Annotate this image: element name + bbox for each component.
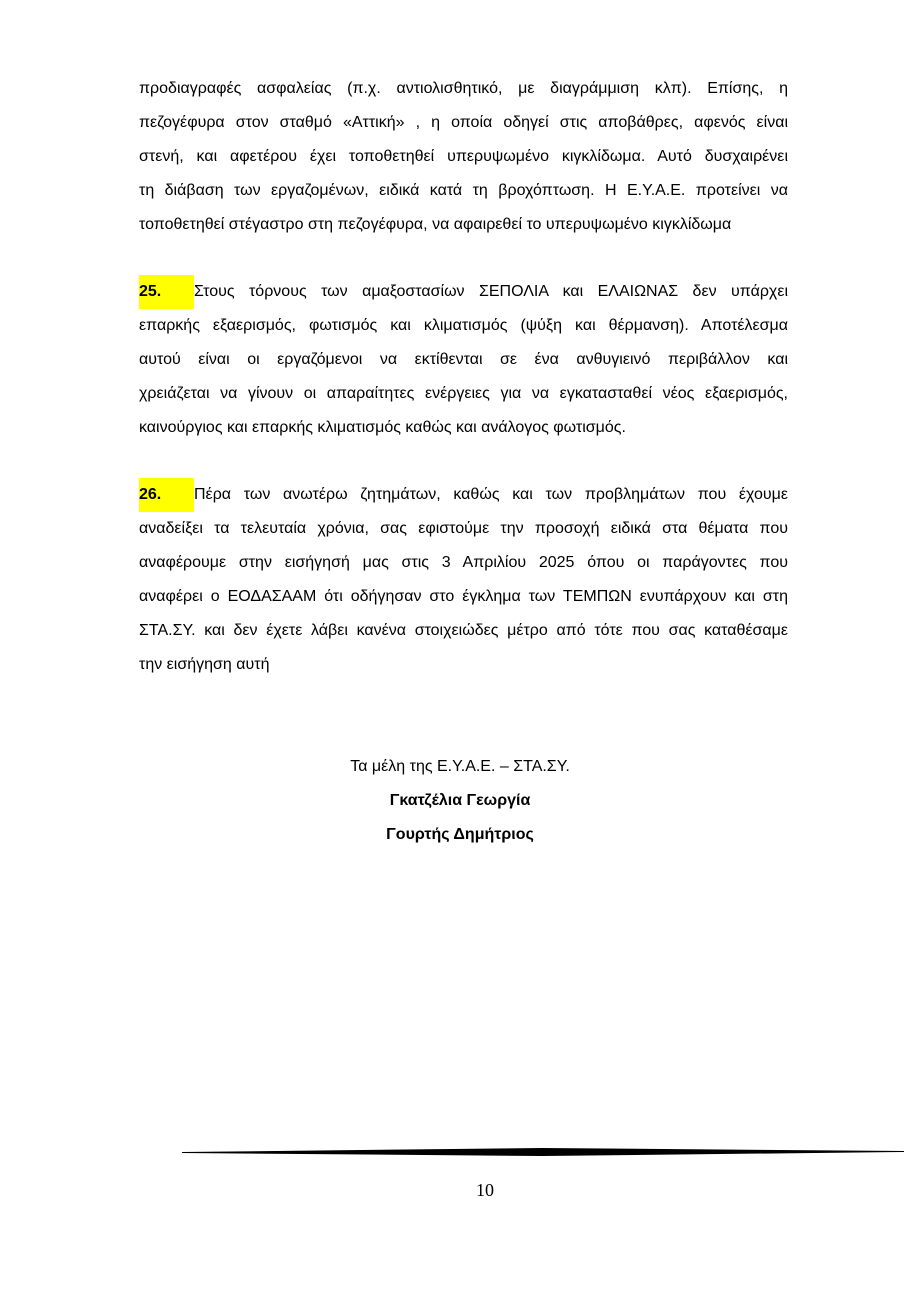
paragraph-first-line bbox=[139, 275, 788, 309]
paragraph-line: τοποθετηθεί στέγαστρο στη πεζογέφυρα, να αφαιρεθεί το υπερυψωμένο κιγκλίδωμα bbox=[139, 216, 732, 233]
footer-divider bbox=[182, 1146, 904, 1158]
item-number: 25. bbox=[139, 275, 194, 309]
paragraph-line: πεζογέφυρα στον σταθμό «Αττική» , η οποία οδηγεί στις αποβάθρες, αφενός είναι bbox=[139, 114, 788, 131]
paragraph-line-text: Στους τόρνους των αμαξοστασίων ΣΕΠΟΛΙΑ και ΕΛΑΙΩΝΑΣ δεν υπάρχει bbox=[194, 283, 788, 300]
paragraph-first-line bbox=[139, 478, 788, 512]
paragraph-line: την εισήγηση αυτή bbox=[139, 656, 270, 673]
paragraph-continuation bbox=[139, 72, 788, 242]
item-number: 26. bbox=[139, 478, 194, 512]
paragraph-line: καινούργιος και επαρκής κλιματισμός καθώς και ανάλογος φωτισμός. bbox=[139, 419, 626, 436]
paragraph-item-25 bbox=[139, 275, 788, 445]
paragraph-line: ΣΤΑ.ΣΥ. και δεν έχετε λάβει κανένα στοιχειώδες μέτρο από τότε που σας καταθέσαμε bbox=[139, 622, 788, 639]
paragraph-line: προδιαγραφές ασφαλείας (π.χ. αντιολισθητικό, με διαγράμμιση κλπ). Επίσης, η bbox=[139, 80, 788, 97]
paragraph-line: χρειάζεται να γίνουν οι απαραίτητες ενέργειες για να εγκατασταθεί νέος εξαερισμός, bbox=[139, 385, 788, 402]
paragraph-item-26 bbox=[139, 478, 788, 682]
paragraph-line: αναφέρει ο ΕΟΔΑΣΑΑΜ ότι οδήγησαν στο έγκλημα των ΤΕΜΠΩΝ ενυπάρχουν και στη bbox=[139, 588, 788, 605]
signature-name-1: Γκατζέλια Γεωργία bbox=[389, 792, 531, 809]
paragraph-line: τη διάβαση των εργαζομένων, ειδικά κατά τη βροχόπτωση. Η Ε.Υ.Α.Ε. προτείνει να bbox=[139, 182, 788, 199]
signature-name-2: Γουρτής Δημήτριος bbox=[386, 826, 534, 843]
signature-members-line: Τα μέλη της Ε.Υ.Α.Ε. – ΣΤΑ.ΣΥ. bbox=[350, 758, 570, 775]
paragraph-line-text: Πέρα των ανωτέρω ζητημάτων, καθώς και των προβλημάτων που έχουμε bbox=[194, 486, 788, 503]
paragraph-line: αυτού είναι οι εργαζόμενοι να εκτίθενται σε ένα ανθυγιεινό περιβάλλον και bbox=[139, 351, 788, 368]
paragraph-line: αναδείξει τα τελευταία χρόνια, σας εφιστούμε την προσοχή ειδικά στα θέματα που bbox=[139, 520, 788, 537]
paragraph-line: επαρκής εξαερισμός, φωτισμός και κλιματισμός (ψύξη και θέρμανση). Αποτέλεσμα bbox=[139, 317, 788, 334]
page-number: 10 bbox=[476, 1180, 494, 1200]
paragraph-line: στενή, και αφετέρου έχει τοποθετηθεί υπερυψωμένο κιγκλίδωμα. Αυτό δυσχαιρένει bbox=[139, 148, 788, 165]
paragraph-line: αναφέρουμε στην εισήγησή μας στις 3 Απριλίου 2025 όπου οι παράγοντες που bbox=[139, 554, 788, 571]
